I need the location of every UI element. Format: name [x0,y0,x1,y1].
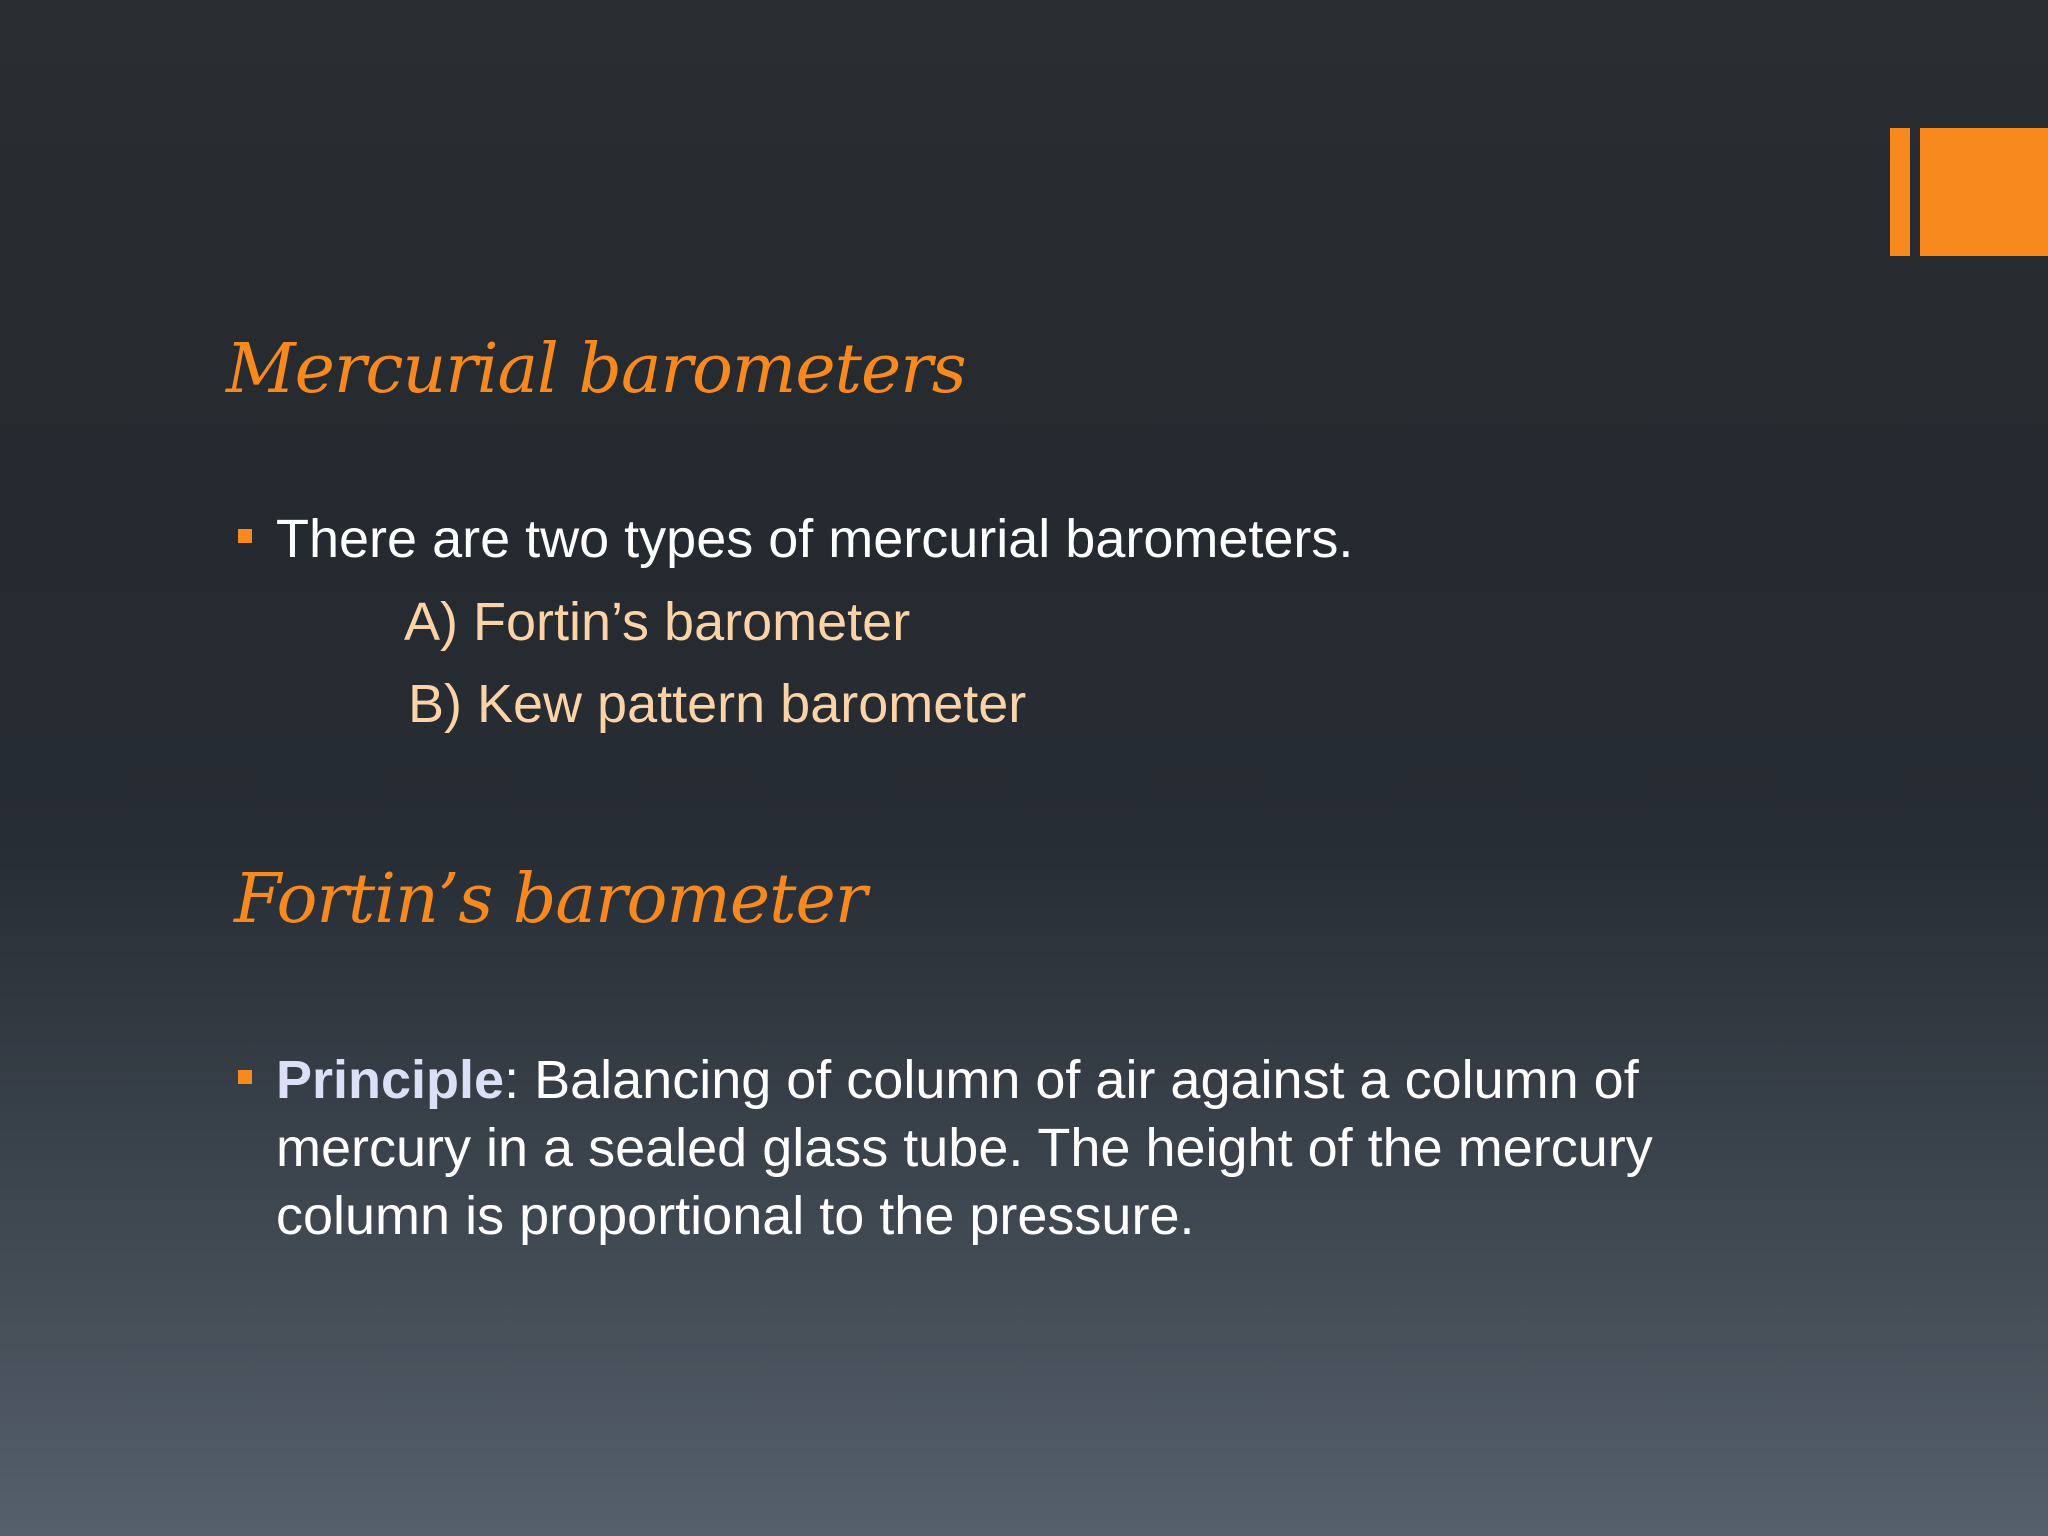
sub-item-kew: B) Kew pattern barometer [408,674,1027,734]
heading-fortins-barometer: Fortin’s barometer [234,860,867,939]
heading-mercurial-barometers: Mercurial barometers [226,330,966,409]
bullet-item-principle [238,1046,1798,1250]
square-bullet-icon [238,529,252,543]
square-bullet-icon [238,1070,252,1084]
bullet-item-types [238,505,1353,573]
sub-item-fortin: A) Fortin’s barometer [404,592,911,652]
principle-description: : Balancing of column of air against a column of mercury in a sealed glass tube. The height of the mercury column is proportional to the pressure. [276,1050,1653,1246]
principle-term: Principle [276,1050,505,1110]
bullet-text-types: There are two types of mercurial barometers. [276,509,1354,569]
accent-bar-thin [1890,128,1910,256]
accent-bar-block [1920,128,2048,256]
principle-paragraph [276,1046,1796,1250]
